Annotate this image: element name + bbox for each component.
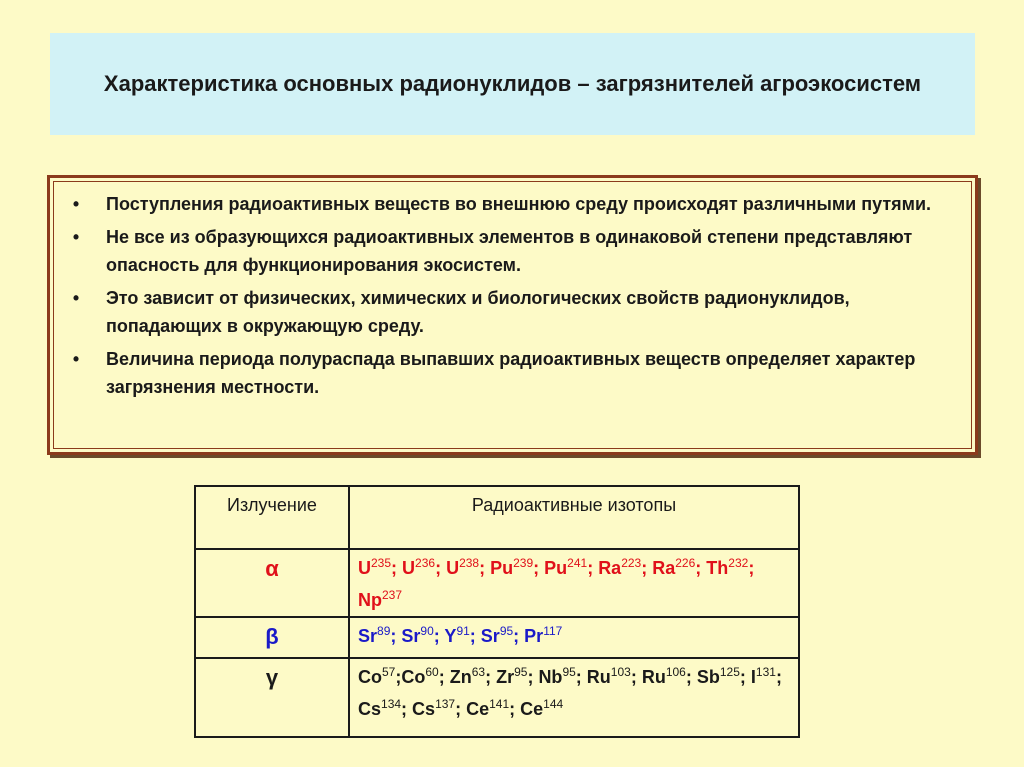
isotope-mass: 103 (610, 665, 631, 679)
header-radiation: Излучение (195, 486, 349, 549)
isotope-mass: 117 (543, 624, 563, 638)
isotope-element: Sr (358, 626, 378, 646)
isotope (520, 699, 563, 719)
isotope (402, 558, 435, 578)
isotope-mass: 239 (513, 556, 534, 570)
isotope-mass: 238 (459, 556, 480, 570)
table-row-beta (195, 617, 799, 658)
isotope-mass: 144 (543, 697, 564, 711)
isotope-element: Nb (538, 667, 563, 687)
isotope (490, 558, 533, 578)
isotope-mass: 60 (425, 665, 439, 679)
isotope-element: Pu (490, 558, 514, 578)
isotope (697, 667, 740, 687)
isotope-element: U (358, 558, 371, 578)
isotope (538, 667, 575, 687)
isotope-element: U (446, 558, 460, 578)
table-row-alpha (195, 549, 799, 617)
isotope-element: Cs (412, 699, 436, 719)
isotope (652, 558, 695, 578)
isotope (706, 558, 748, 578)
isotope-element: Ru (586, 667, 611, 687)
isotope-element: Ra (652, 558, 676, 578)
slide-title: Характеристика основных радионуклидов – загрязнителей агроэкосистем (103, 71, 922, 96)
isotope (401, 667, 438, 687)
isotope-mass: 63 (471, 665, 486, 679)
isotope-element: Sb (696, 667, 720, 687)
isotope-element: Ce (466, 699, 490, 719)
isotope-element: Y (444, 626, 457, 646)
isotope (412, 699, 455, 719)
isotope (444, 626, 469, 646)
isotope (358, 667, 395, 687)
isotope-element: Co (401, 667, 426, 687)
isotope-mass: 89 (377, 624, 391, 638)
isotope-mass: 95 (514, 665, 528, 679)
isotope-mass: 232 (728, 556, 749, 570)
isotope (751, 667, 776, 687)
bullet-text: Не все из образующихся радиоактивных элементов в одинаковой степени представляют опасность для функционирования экосистем. (106, 227, 913, 275)
isotopes-gamma: Co$^{57}$;Co$^{60}$; Zn$^{63}$; Zr$^{95}$; Nb$^{95}$; Ru$^{103}$; Ru$^{106}$; Sb$^{125}$; $I^{131}$; Cs$^{134}$; Cs$^{137}$; Ce$^{141}$; Ce$^{144}$ (349, 658, 799, 737)
isotope (524, 626, 562, 646)
bullet-text: Величина периода полураспада выпавших радиоактивных веществ определяет характер загрязнения местности. (106, 349, 916, 397)
isotope-mass: 95 (499, 624, 514, 638)
isotope-element: Th (706, 558, 729, 578)
radiation-gamma: γ (195, 658, 349, 737)
isotope-mass: 226 (675, 556, 696, 570)
isotope-mass: 236 (415, 556, 436, 570)
isotope (642, 667, 686, 687)
isotope-element: Co (358, 667, 382, 687)
isotope-mass: 95 (562, 665, 576, 679)
info-frame-inner (53, 181, 972, 449)
isotope-mass: 90 (420, 624, 434, 638)
isotope-element: U (402, 558, 416, 578)
bullet-text: Поступления радиоактивных веществ во внешнюю среду происходят различными путями. (106, 194, 932, 214)
info-frame (47, 175, 978, 455)
bullet-item (66, 345, 966, 401)
bullet-list (66, 190, 966, 406)
header-isotopes: Радиоактивные изотопы (349, 486, 799, 549)
isotope-mass: 137 (435, 697, 456, 711)
bullet-dot-icon: • (72, 227, 80, 247)
bullet-dot-icon: • (72, 349, 80, 369)
isotope-mass: 134 (381, 697, 402, 711)
isotope (466, 699, 509, 719)
isotope-mass: 237 (382, 588, 403, 602)
isotope-mass: 223 (621, 556, 642, 570)
isotope-element: Pr (524, 626, 544, 646)
bullet-dot-icon: • (72, 288, 80, 308)
isotope-element: Ce (520, 699, 544, 719)
isotope-element: Np (358, 590, 382, 610)
bullet-item (66, 284, 966, 340)
table-row-gamma (195, 658, 799, 737)
isotope-table (194, 485, 800, 738)
isotopes-alpha: $U^{235}$; $U^{236}$; $U^{238}$; Pu$^{239}$; Pu$^{241}$; Ra$^{223}$; Ra$^{226}$; Th$^{232}$; Np$^{237}$ (349, 549, 799, 617)
isotope-element: Sr (480, 626, 500, 646)
isotope-mass: 131 (755, 665, 776, 679)
isotope (401, 626, 433, 646)
isotope-element: Pu (544, 558, 568, 578)
isotope-mass: 141 (489, 697, 510, 711)
bullet-item (66, 223, 966, 279)
isotope-element: Ra (598, 558, 622, 578)
isotope (358, 558, 391, 578)
isotope (598, 558, 641, 578)
isotope (358, 699, 401, 719)
isotopes-beta: Sr$^{89}$; Sr$^{90}$; $Y^{91}$; Sr$^{95}$; Pr$^{117}$ (349, 617, 799, 658)
isotope-mass: 106 (665, 665, 686, 679)
isotope-mass: 235 (371, 556, 392, 570)
isotope-mass: 91 (456, 624, 470, 638)
table-header-row (195, 486, 799, 549)
isotope-mass: 241 (567, 556, 588, 570)
isotope (446, 558, 479, 578)
bullet-dot-icon: • (72, 194, 80, 214)
isotope-mass: 125 (719, 665, 740, 679)
isotope-element: I (750, 667, 756, 687)
title-banner (50, 33, 975, 135)
isotope (450, 667, 485, 687)
isotope (481, 626, 513, 646)
isotope (358, 590, 402, 610)
isotope-element: Zr (496, 667, 515, 687)
bullet-text: Это зависит от физических, химических и биологических свойств радионуклидов, попадающих в окружающую среду. (106, 288, 850, 336)
isotope (587, 667, 631, 687)
radiation-beta: β (195, 617, 349, 658)
isotope (496, 667, 527, 687)
isotope-element: Zn (449, 667, 472, 687)
bullet-item (66, 190, 966, 218)
isotope-element: Ru (641, 667, 666, 687)
isotope (358, 626, 390, 646)
isotope-mass: 57 (382, 665, 396, 679)
isotope-element: Cs (358, 699, 382, 719)
isotope-element: Sr (401, 626, 421, 646)
isotope (544, 558, 587, 578)
radiation-alpha: α (195, 549, 349, 617)
